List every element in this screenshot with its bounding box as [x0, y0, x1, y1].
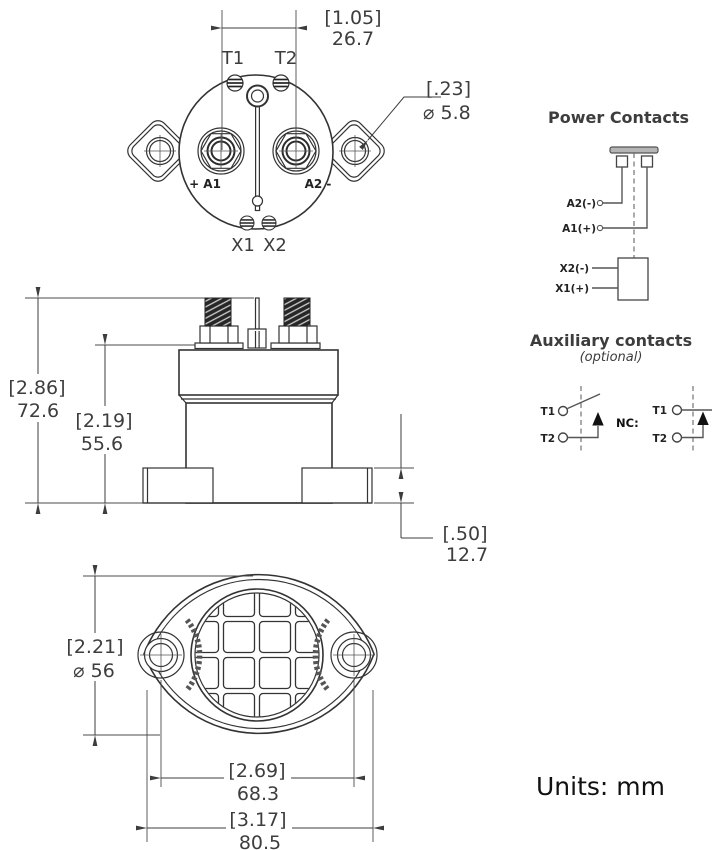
dim-terminal-spacing-in: [1.05]	[324, 7, 382, 29]
coil-terminal-x2-icon	[262, 216, 276, 230]
bottom-body-circle	[191, 589, 323, 721]
label-x2: X2	[263, 235, 287, 256]
aux-contacts-subtitle: (optional)	[579, 350, 643, 365]
dim-overall-width-in: [3.17]	[229, 809, 287, 831]
power-contacts-title: Power Contacts	[548, 108, 690, 127]
a2-terminal-dot	[597, 200, 602, 205]
dim-flange-height	[374, 414, 488, 566]
side-center-pin	[248, 298, 266, 348]
label-x1: X1	[231, 235, 255, 256]
side-body	[143, 350, 372, 503]
dim-diameter-mm: ⌀ 56	[73, 660, 115, 682]
power-contacts-schematic	[548, 108, 689, 300]
label-a1: + A1	[189, 177, 221, 191]
label-a2: A2 -	[304, 177, 332, 191]
dim-overall-width-mm: 80.5	[238, 832, 282, 850]
nc-label: NC:	[616, 416, 639, 430]
power-label-a1: A1(+)	[562, 223, 596, 235]
aux-right-t1: T1	[652, 405, 667, 417]
power-terminal-a1-icon	[198, 128, 244, 174]
dim-total-height-in: [2.86]	[8, 377, 66, 399]
aux-nc-symbol	[653, 386, 712, 451]
power-label-x2: X2(-)	[559, 263, 589, 275]
dim-total-height	[8, 298, 66, 503]
side-foot-right	[302, 468, 372, 503]
contact-bridge-bar	[610, 147, 658, 153]
aux-left-arrow-icon	[592, 412, 603, 426]
dim-flange-height-in: [.50]	[442, 523, 488, 545]
aux-left-t2: T2	[540, 433, 555, 445]
dim-mount-hole-mm: ⌀ 5.8	[423, 102, 471, 124]
dim-hole-spacing-in: [2.69]	[228, 760, 286, 782]
power-label-a2: A2(-)	[566, 198, 596, 210]
contact-left	[617, 156, 628, 167]
aux-contacts-schematic	[530, 331, 712, 451]
aux-terminal-t2-icon	[273, 75, 289, 91]
dim-terminal-spacing-mm: 26.7	[331, 28, 375, 50]
top-view	[124, 7, 471, 256]
dim-diameter-in: [2.21]	[66, 636, 124, 658]
aux-contacts-title: Auxiliary contacts	[529, 331, 693, 350]
aux-terminal-t1-icon	[227, 75, 243, 91]
dim-body-height	[75, 345, 133, 503]
dim-mount-hole	[368, 78, 471, 140]
dim-hole-spacing-mm: 68.3	[236, 783, 280, 805]
dim-body-height-in: [2.19]	[75, 410, 133, 432]
power-label-x1: X1(+)	[555, 283, 589, 295]
side-stud-left	[195, 298, 243, 349]
bottom-view	[64, 575, 377, 850]
side-foot-left	[143, 468, 213, 503]
label-t2: T2	[274, 48, 298, 69]
aux-right-t2: T2	[652, 433, 667, 445]
dim-body-height-mm: 55.6	[80, 433, 124, 455]
coil-box	[618, 258, 648, 300]
side-view	[8, 298, 488, 566]
aux-left-t1: T1	[540, 406, 555, 418]
dim-flange-height-mm: 12.7	[445, 544, 489, 566]
dim-mount-hole-in: [.23]	[426, 78, 472, 100]
a1-terminal-dot	[597, 225, 602, 230]
aux-no-symbol	[541, 386, 604, 451]
contact-right	[642, 156, 653, 167]
label-t1: T1	[221, 48, 245, 69]
dim-total-height-mm: 72.6	[16, 400, 60, 422]
coil-terminal-x1-icon	[240, 216, 254, 230]
units-note: Units: mm	[536, 772, 665, 801]
side-stud-right	[271, 298, 320, 349]
aux-right-arrow-icon	[697, 412, 708, 426]
